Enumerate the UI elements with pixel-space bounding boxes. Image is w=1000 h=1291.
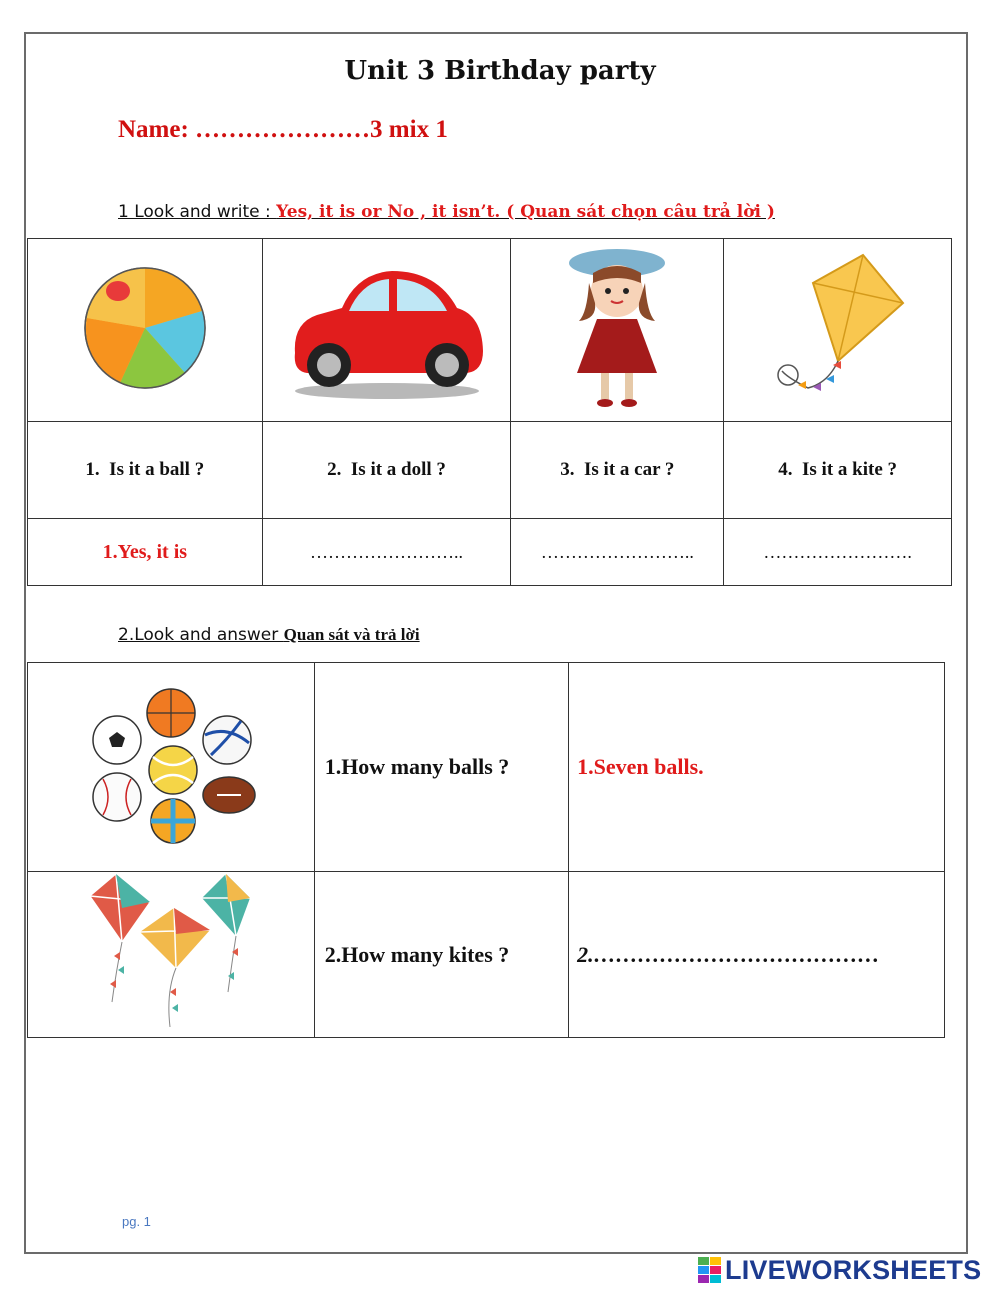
- answer-4-field[interactable]: …………………….: [724, 519, 952, 586]
- answer-3-field[interactable]: ……………………..: [511, 519, 724, 586]
- image-cell: [511, 239, 724, 422]
- name-line: Name: …………………3 mix 1: [118, 116, 448, 143]
- page-number: pg. 1: [122, 1214, 151, 1229]
- question-3: 3. Is it a car ?: [511, 422, 724, 519]
- answer-2-field[interactable]: ……………………..: [262, 519, 511, 586]
- image-cell: [724, 239, 952, 422]
- red-car-image: [287, 253, 487, 403]
- image-cell: [262, 239, 511, 422]
- question-4: 4. Is it a kite ?: [724, 422, 952, 519]
- image-cell: [28, 872, 315, 1038]
- section1-instruction-prefix: 1 Look and write :: [118, 202, 277, 222]
- image-cell: [28, 239, 263, 422]
- beach-ball-image: [80, 263, 210, 393]
- three-kites-image: [86, 872, 256, 1032]
- liveworksheets-logo: [698, 1255, 981, 1285]
- question-row: [28, 422, 952, 519]
- liveworksheets-brand: LIVEWORKSHEETS: [725, 1254, 982, 1285]
- section2-table: [27, 662, 945, 1038]
- image-cell: [28, 663, 315, 872]
- section2-instruction-bold: Quan sát và trả lời: [283, 625, 420, 644]
- question-kites: 2.How many kites ?: [314, 872, 568, 1038]
- question-1: 1. Is it a ball ?: [28, 422, 263, 519]
- question-balls: 1.How many balls ?: [314, 663, 568, 872]
- kites-row: [28, 872, 945, 1038]
- answer-balls: 1.Seven balls.: [569, 663, 945, 872]
- balls-row: [28, 663, 945, 872]
- seven-balls-image: [81, 685, 261, 845]
- section1-table: [27, 238, 952, 586]
- worksheet-title: Unit 3 Birthday party: [344, 56, 656, 86]
- kite-image: [768, 253, 908, 403]
- doll-image: [557, 243, 677, 413]
- section2-instruction: [118, 625, 420, 645]
- answer-1: 1.Yes, it is: [28, 519, 263, 586]
- liveworksheets-icon: [698, 1257, 722, 1283]
- answer-row: [28, 519, 952, 586]
- image-row: [28, 239, 952, 422]
- section2-instruction-prefix: 2.Look and answer: [118, 625, 284, 645]
- question-2: 2. Is it a doll ?: [262, 422, 511, 519]
- answer-kites-field[interactable]: 2.…………………………………: [569, 872, 945, 1038]
- section1-instruction: [118, 202, 775, 222]
- section1-instruction-red: Yes, it is or No , it isn’t. ( Quan sát chọn câu trả lời ): [276, 202, 775, 222]
